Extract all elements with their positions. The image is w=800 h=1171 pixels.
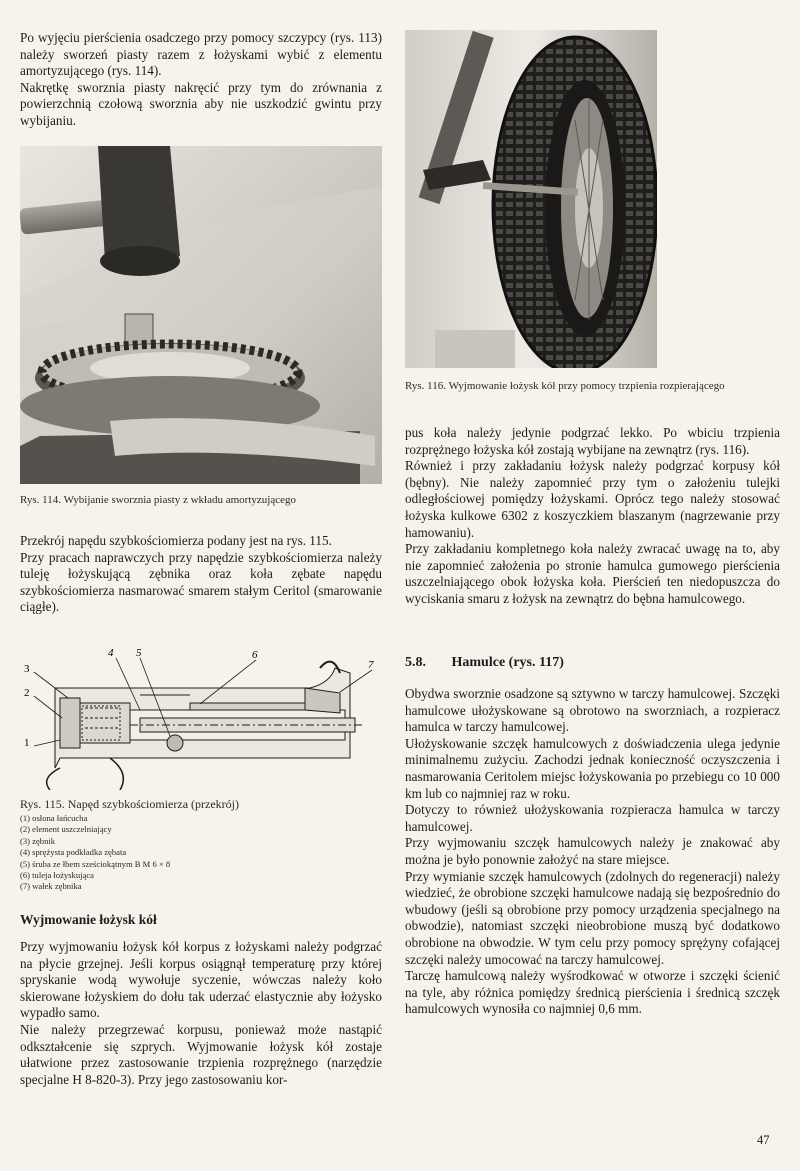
paragraph: Dotyczy to również ułożyskowania rozpieracza hamulca w tarczy hamulcowej. xyxy=(405,802,780,834)
bearings-continued-text xyxy=(405,425,780,608)
callout-1: 1 xyxy=(24,737,30,749)
section-heading-brakes xyxy=(405,655,564,671)
paragraph: Nakrętkę sworznia piasty nakręcić przy tym do zrównania z powierzchnią czołową sworznia aby nie uszkodzić gwintu przy wybijaniu. xyxy=(20,79,382,128)
section-title: Hamulce (rys. 117) xyxy=(451,655,564,670)
speedometer-text xyxy=(20,533,382,616)
callout-7: 7 xyxy=(368,659,374,671)
legend-item: (1) osłona łańcucha xyxy=(20,813,88,823)
callout-5: 5 xyxy=(136,648,142,659)
callout-4: 4 xyxy=(108,648,114,659)
wheel-bearing-illustration xyxy=(405,30,657,368)
figure-115-legend xyxy=(20,813,382,893)
section-heading-bearings: Wyjmowanie łożysk kół xyxy=(20,912,157,927)
legend-item: (2) element uszczelniający xyxy=(20,824,112,835)
figure-114-caption: Rys. 114. Wybijanie sworznia piasty z wkładu amortyzującego xyxy=(20,494,296,506)
legend-item: (5) śruba ze łbem sześciokątnym B M 6 × 8 xyxy=(20,858,171,869)
paragraph: Przy zakładaniu kompletnego koła należy zwracać uwagę na to, aby nie zapomnieć założenia po stronie hamulca gumowego pierścienia uszczelniającego obok łożyska koła. Pierścień ten niedopuszcza do wyciskania smaru z łożysk na zewnątrz do bębna hamulcowego. xyxy=(405,541,780,606)
callout-6: 6 xyxy=(252,649,258,661)
intro-text xyxy=(20,30,382,130)
paragraph: Przekrój napędu szybkościomierza podany jest na rys. 115. xyxy=(20,533,332,548)
legend-item: (3) zębnik xyxy=(20,835,56,846)
legend-item: (6) tuleja łożyskująca xyxy=(20,870,94,881)
paragraph: Przy wyjmowaniu łożysk kół korpus z łożyskami należy podgrzać na płycie grzejnej. Jeśli korpus osiągnął temperaturę przy której spryskanie wodą wywołuje syczenie, wówczas należy koło skierowane łożyskiem do dołu tak uderzać elastycznie aby łożysko wypadło samo. xyxy=(20,939,382,1021)
brakes-text xyxy=(405,686,780,1018)
paragraph: Przy wyjmowaniu szczęk hamulcowych należy je znakować aby można je było ponownie założyć na stare miejsce. xyxy=(405,835,780,867)
paragraph: Obydwa sworznie osadzone są sztywno w tarczy hamulcowej. Szczęki hamulcowe ułożyskowane są obrotowo na sworzniach, a rozpieracz hamulca w tarczy hamulcowej. xyxy=(405,686,780,735)
figure-114-photo xyxy=(20,146,382,484)
paragraph: pus koła należy jedynie podgrzać lekko. Po wbiciu trzpienia rozprężnego łożyska kół zostają wybijane na zewnątrz (rys. 116). xyxy=(405,425,780,457)
figure-115-diagram xyxy=(20,648,382,790)
legend-item: (7) wałek zębnika xyxy=(20,881,82,892)
figure-116-caption: Rys. 116. Wyjmowanie łożysk kół przy pomocy trzpienia rozpierającego xyxy=(405,380,725,392)
paragraph: Ułożyskowanie szczęk hamulcowych z doświadczenia ulega jedynie minimalnemu zużyciu. Zachodzi jednak konieczność oczyszczenia i nasmarowania Ceritolem miejsc łożyskowania po przebiegu co 10 000 km lub co najmniej raz w roku. xyxy=(405,735,780,801)
paragraph: Tarczę hamulcową należy wyśrodkować w otworze i szczęki ścienić na tyle, aby różnica pomiędzy średnicą pierścienia i średnicą szczęk hamulcowych wynosiła co najmniej 0,6 mm. xyxy=(405,968,780,1017)
paragraph: Również i przy zakładaniu łożysk należy podgrzać korpusy kół (bębny). Nie należy zapomnieć przy tym o założeniu tulejki odległościowej pomiędzy łożyskami. Oprócz tego należy stosować łożyska kulkowe 6302 z koszyczkiem blaszanym (nagrzewanie przy hamowaniu). xyxy=(405,458,780,540)
paragraph: Przy pracach naprawczych przy napędzie szybkościomierza należy tuleję łożyskującą zębnika oraz koła zębate napędu szybkościomierza nasmarować smarem stałym Ceritol (smarowanie ciągłe). xyxy=(20,549,382,615)
paragraph: Nie należy przegrzewać korpusu, ponieważ może nastąpić odkształcenie się szprych. Wyjmowanie łożysk kół zostaje ułatwione przez zastosowanie trzpienia rozprężnego (narzędzie specjalne H 8-820-3). Przy jego zastosowaniu kor- xyxy=(20,1021,382,1087)
speedometer-drive-cross-section xyxy=(20,648,382,790)
page-number: 47 xyxy=(757,1133,770,1147)
figure-116-photo xyxy=(405,30,657,368)
paragraph: Przy wymianie szczęk hamulcowych (zdolnych do regeneracji) należy wiedzieć, że obrobione szczęki hamulcowe nadają się bezpośrednio do wbudowy (jeśli są obrobione przy pomocy urządzenia specjalnego na obwodzie), natomiast szczęki nieobrobione muszą być dodatkowo obrobione na obwodzie. W tym celu przy pomocy sprężyny cofającej szczęki należy umocować na tarczy hamulcowej. xyxy=(405,868,780,967)
callout-2: 2 xyxy=(24,687,30,699)
paragraph: Po wyjęciu pierścienia osadczego przy pomocy szczypcy (rys. 113) należy sworzeń piasty razem z łożyskami wybić z elementu amortyzującego (rys. 114). xyxy=(20,30,382,79)
section-number: 5.8. xyxy=(405,655,426,670)
figure-115-caption: Rys. 115. Napęd szybkościomierza (przekrój) xyxy=(20,797,240,811)
hammer-hub-illustration xyxy=(20,146,382,484)
callout-3: 3 xyxy=(24,663,30,675)
bearings-text xyxy=(20,939,382,1088)
legend-item: (4) sprężysta podkładka zębata xyxy=(20,847,127,858)
